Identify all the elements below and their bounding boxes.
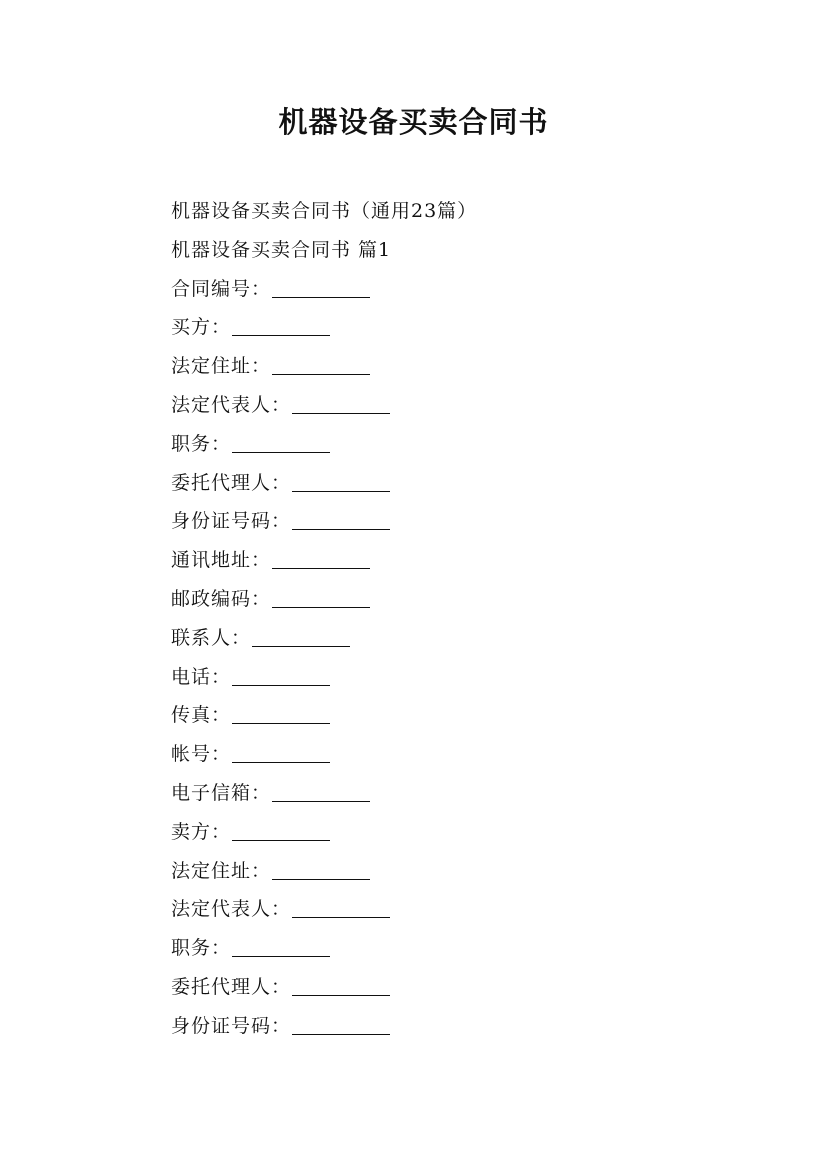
fill-in-blank bbox=[252, 645, 350, 647]
line-text: 合同编号： bbox=[171, 277, 272, 300]
document-line bbox=[171, 696, 477, 735]
line-text: 法定代表人： bbox=[171, 898, 292, 921]
fill-in-blank bbox=[292, 412, 390, 414]
document-line bbox=[171, 890, 477, 929]
fill-in-blank bbox=[232, 334, 330, 336]
document-line bbox=[171, 774, 477, 813]
document-line bbox=[171, 968, 477, 1007]
fill-in-blank bbox=[232, 722, 330, 724]
fill-in-blank bbox=[272, 296, 370, 298]
fill-in-blank bbox=[272, 567, 370, 569]
line-text: 法定住址： bbox=[171, 355, 272, 378]
line-text: 身份证号码： bbox=[171, 510, 292, 533]
document-line bbox=[171, 386, 477, 425]
fill-in-blank bbox=[232, 839, 330, 841]
document-line bbox=[171, 502, 477, 541]
document-line bbox=[171, 425, 477, 464]
line-text: 机器设备买卖合同书（通用23篇） bbox=[171, 200, 478, 222]
line-text: 身份证号码： bbox=[171, 1014, 292, 1037]
document-line bbox=[171, 619, 477, 658]
fill-in-blank bbox=[292, 1033, 390, 1035]
fill-in-blank bbox=[292, 994, 390, 996]
line-text: 邮政编码： bbox=[171, 587, 272, 610]
document-line bbox=[171, 1007, 477, 1046]
line-text: 法定住址： bbox=[171, 859, 272, 882]
fill-in-blank bbox=[292, 916, 390, 918]
document-title: 机器设备买卖合同书 bbox=[278, 105, 549, 139]
line-text: 职务： bbox=[171, 937, 232, 960]
line-text: 帐号： bbox=[171, 743, 232, 766]
fill-in-blank bbox=[232, 684, 330, 686]
fill-in-blank bbox=[292, 490, 390, 492]
line-text: 传真： bbox=[171, 704, 232, 727]
line-text: 电话： bbox=[171, 665, 232, 688]
fill-in-blank bbox=[232, 955, 330, 957]
document-line bbox=[171, 658, 477, 697]
document-line bbox=[171, 192, 477, 231]
line-text: 法定代表人： bbox=[171, 393, 292, 416]
document-line bbox=[171, 464, 477, 503]
line-text: 委托代理人： bbox=[171, 975, 292, 998]
document-line bbox=[171, 580, 477, 619]
document-line bbox=[171, 308, 477, 347]
line-text: 联系人： bbox=[171, 626, 252, 649]
fill-in-blank bbox=[292, 528, 390, 530]
fill-in-blank bbox=[272, 800, 370, 802]
document-line bbox=[171, 813, 477, 852]
document-line bbox=[171, 347, 477, 386]
document-line bbox=[171, 270, 477, 309]
line-text: 电子信箱： bbox=[171, 781, 272, 804]
line-text: 卖方： bbox=[171, 820, 232, 843]
fill-in-blank bbox=[272, 373, 370, 375]
line-text: 通讯地址： bbox=[171, 549, 272, 572]
fill-in-blank bbox=[232, 761, 330, 763]
fill-in-blank bbox=[272, 606, 370, 608]
fill-in-blank bbox=[232, 451, 330, 453]
line-text: 职务： bbox=[171, 432, 232, 455]
document-line bbox=[171, 852, 477, 891]
document-line bbox=[171, 929, 477, 968]
document-line bbox=[171, 541, 477, 580]
document-line bbox=[171, 231, 477, 270]
fill-in-blank bbox=[272, 878, 370, 880]
line-text: 机器设备买卖合同书 篇1 bbox=[171, 238, 392, 261]
document-line bbox=[171, 735, 477, 774]
line-text: 委托代理人： bbox=[171, 471, 292, 494]
document-body bbox=[171, 192, 477, 1046]
line-text: 买方： bbox=[171, 316, 232, 339]
